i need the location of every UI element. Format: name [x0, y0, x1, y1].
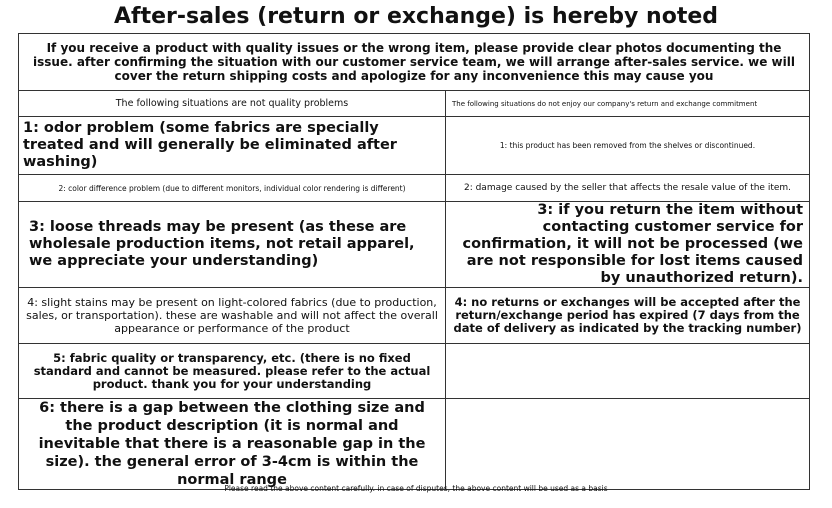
intro-text: If you receive a product with quality issues or the wrong item, please provide clear photos documenting the issue. after confirming the situation with our customer service team, we will arrange after-sales service. we will cover the return shipping costs and apologize for any inconvenience this may cause you	[19, 34, 810, 91]
left-column-header: The following situations are not quality problems	[19, 91, 446, 117]
right-column-header: The following situations do not enjoy our company's return and exchange commitment	[446, 91, 810, 117]
right-item-2: 2: damage caused by the seller that affects the resale value of the item.	[446, 175, 810, 202]
right-item-4: 4: no returns or exchanges will be accepted after the return/exchange period has expired (7 days from the date of delivery as indicated by the tracking number)	[446, 288, 810, 344]
table-row	[19, 288, 810, 344]
table-row	[19, 202, 810, 288]
right-item-5	[446, 344, 810, 399]
left-item-2: 2: color difference problem (due to different monitors, individual color rendering is different)	[19, 175, 446, 202]
left-item-4: 4: slight stains may be present on light-colored fabrics (due to production, sales, or transportation). these are washable and will not affect the overall appearance or performance of the product	[19, 288, 446, 344]
left-item-3: 3: loose threads may be present (as these are wholesale production items, not retail apparel, we appreciate your understanding)	[19, 202, 446, 288]
header-row	[19, 91, 810, 117]
footer-note: Please read the above content carefully. in case of disputes, the above content will be used as a basis	[224, 484, 608, 493]
left-item-5: 5: fabric quality or transparency, etc. (there is no fixed standard and cannot be measured. please refer to the actual product. thank you for your understanding	[19, 344, 446, 399]
left-item-1: 1: odor problem (some fabrics are specially treated and will generally be eliminated after washing)	[19, 117, 446, 175]
right-item-1: 1: this product has been removed from the shelves or discontinued.	[446, 117, 810, 175]
table-row	[19, 344, 810, 399]
right-item-3: 3: if you return the item without contacting customer service for confirmation, it will not be processed (we are not responsible for lost items caused by unauthorized return).	[446, 202, 810, 288]
intro-row	[19, 34, 810, 91]
left-item-6: 6: there is a gap between the clothing size and the product description (it is normal and inevitable that there is a reasonable gap in the size). the general error of 3-4cm is within the normal range	[19, 399, 446, 490]
after-sales-table	[18, 33, 810, 490]
table-row	[19, 399, 810, 490]
page-title: After-sales (return or exchange) is hereby noted	[113, 4, 719, 29]
table-row	[19, 175, 810, 202]
table-row	[19, 117, 810, 175]
right-item-6	[446, 399, 810, 490]
